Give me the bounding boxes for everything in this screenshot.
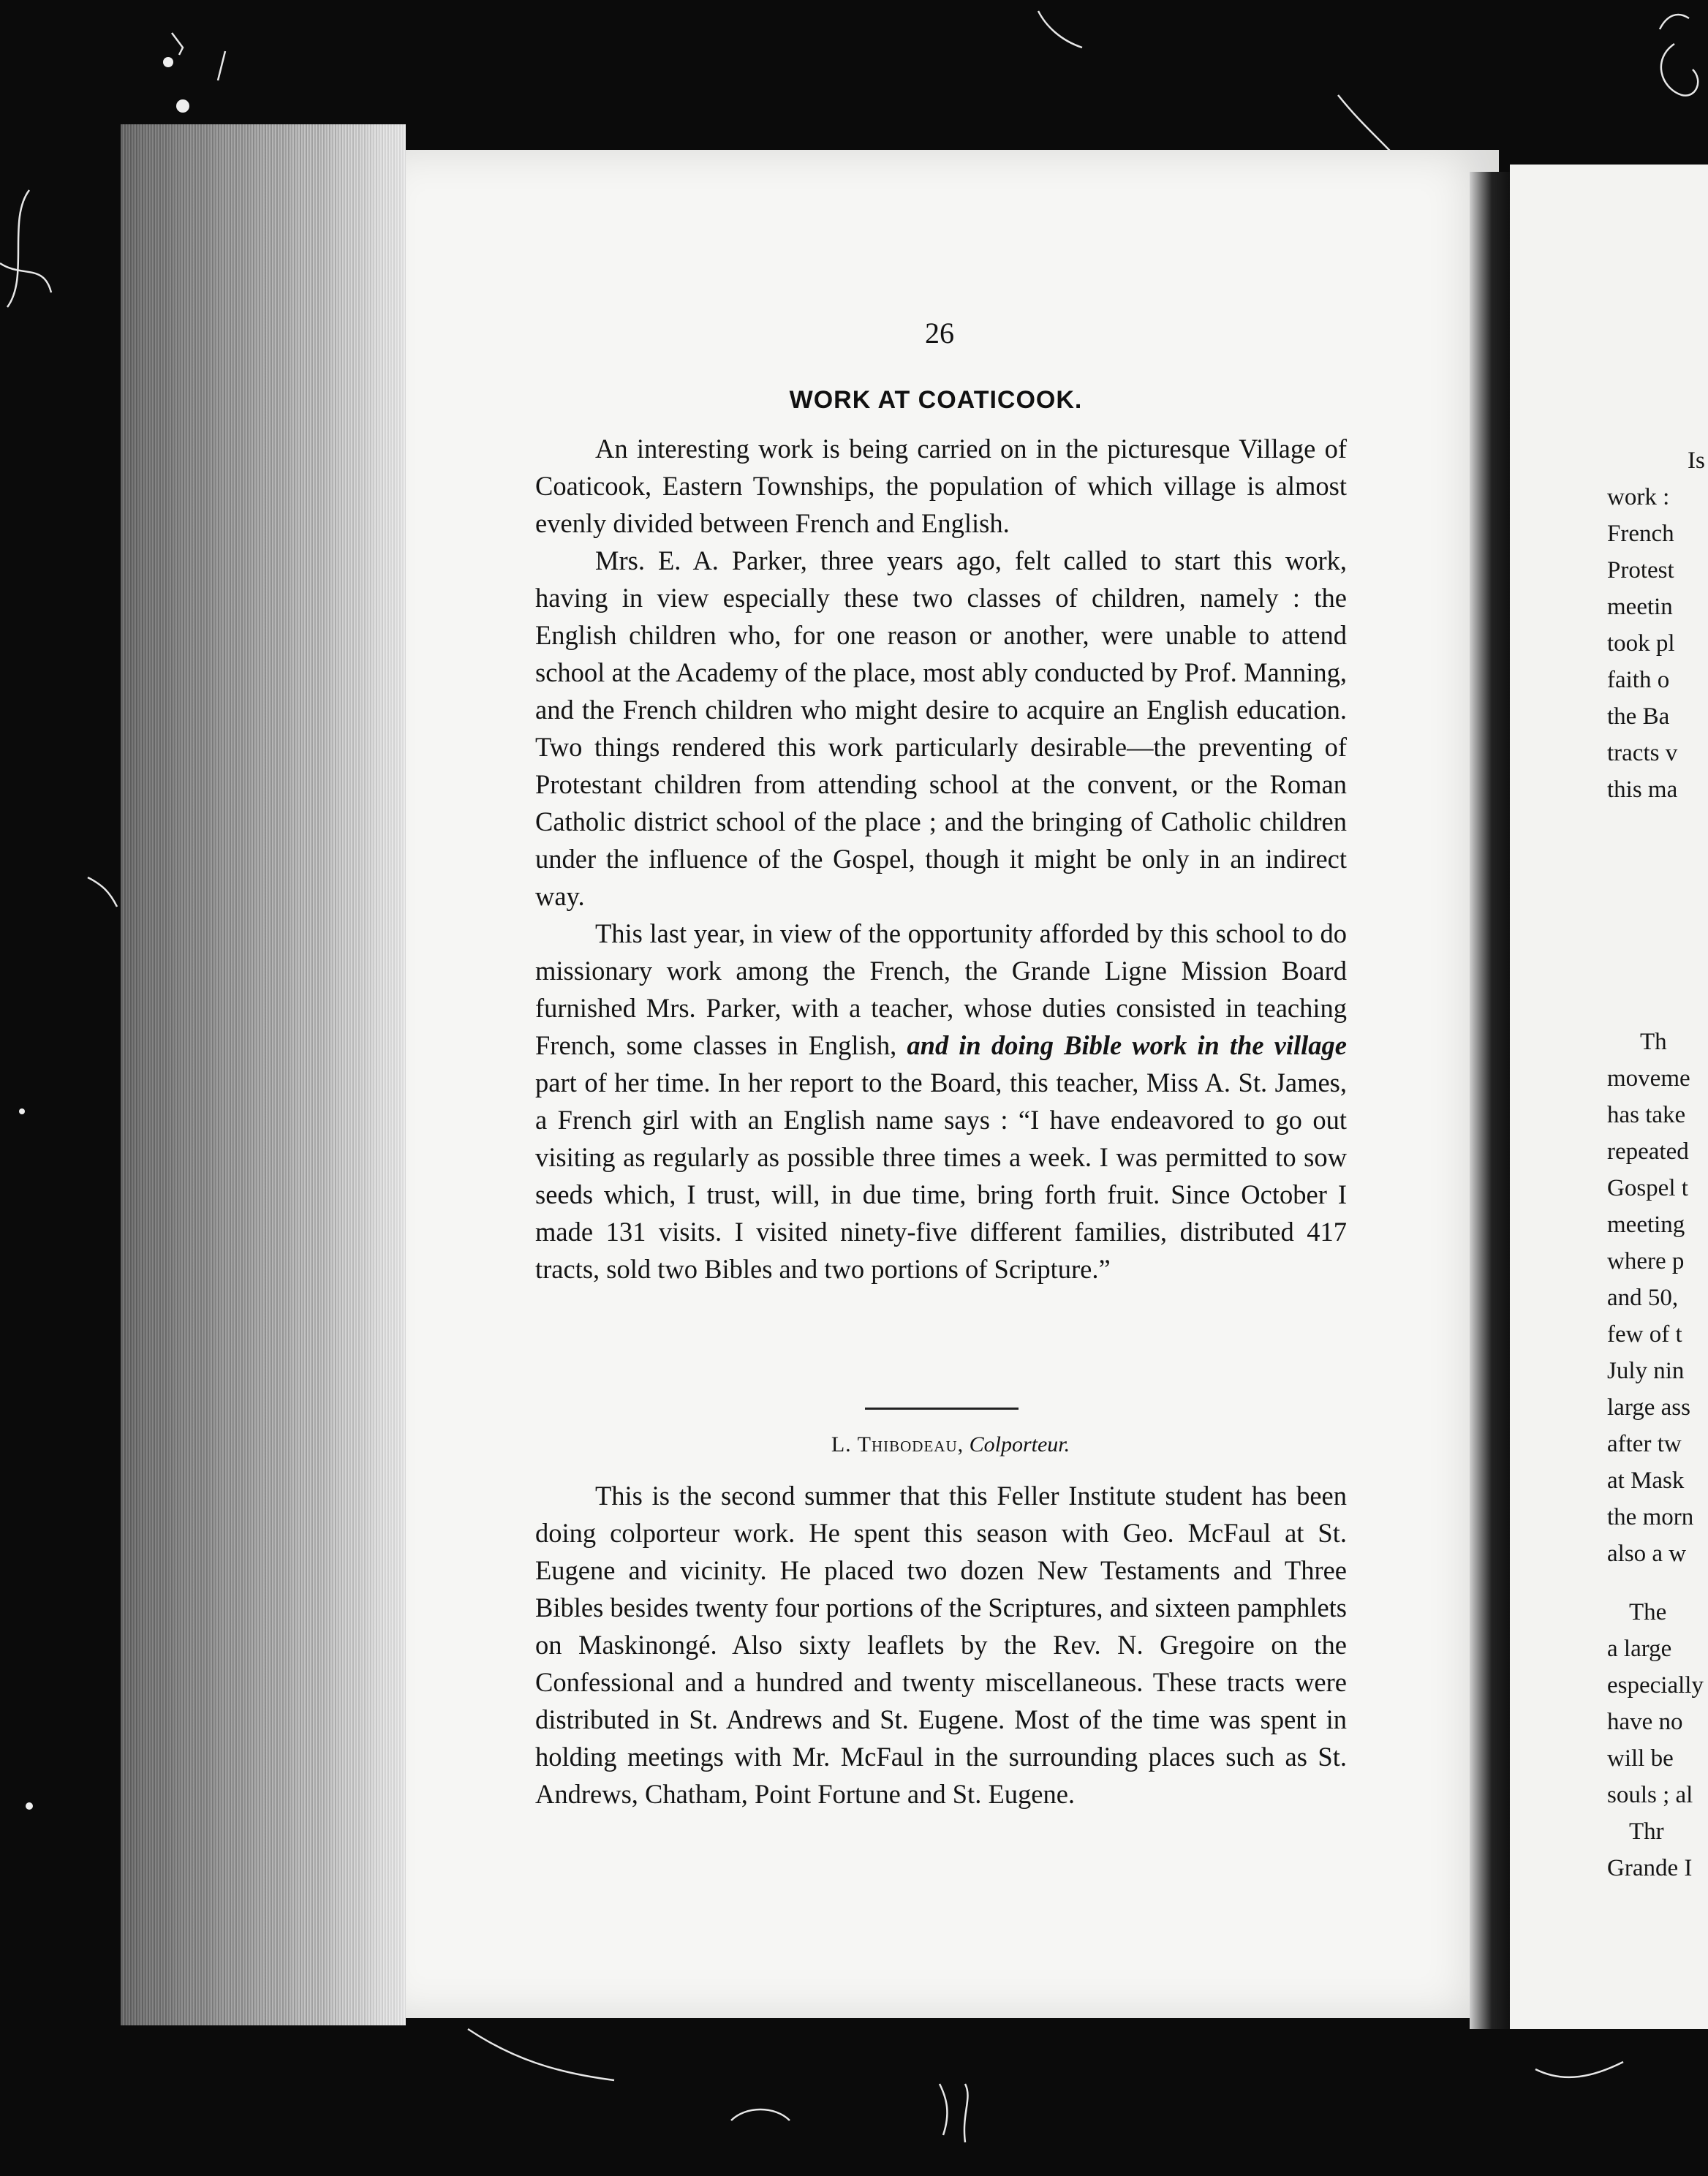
- paragraph-2: Mrs. E. A. Parker, three years ago, felt called to start this work, having in view especially these two classes of children, namely : the English children who, for one reason or another, were unable to attend school at the Academy of the place, most ably conducted by Prof. Manning, and the French children who might desire to acquire an English education. Two things rendered this work particularly desirable—the preventing of Protestant children from attending school at the convent, or the Roman Catholic district school of the place ; and the bringing of Catholic children under the influence of the Gospel, though it might be only in an indirect way.: [535, 545, 1347, 911]
- facing-line: Protest: [1607, 557, 1674, 583]
- facing-line: this ma: [1607, 777, 1678, 803]
- paragraph-4: This is the second summer that this Feller Institute student has been doing colporteur work. He spent this season with Geo. McFaul at St. Eugene and vicinity. He placed two dozen New Testaments and Three Bibles besides twenty four portions of the Scriptures, and sixteen pamphlets on Maskinongé. Also sixty leaflets by the Rev. N. Gregoire on the Confessional and a hundred and twenty miscellaneous. These tracts were distributed in St. Andrews and St. Eugene. Most of the time was spent in holding meetings with Mr. McFaul in the surrounding places such as St. Andrews, Chatham, Point Fortune and St. Eugene.: [535, 1481, 1348, 1809]
- facing-line: Thr: [1629, 1818, 1664, 1845]
- section-divider: [865, 1408, 1019, 1410]
- facing-line: took pl: [1607, 630, 1675, 657]
- facing-line: tracts v: [1607, 740, 1678, 766]
- facing-line: meeting: [1607, 1212, 1685, 1238]
- section-heading: WORK AT COATICOOK.: [789, 386, 1083, 414]
- facing-line: French: [1607, 521, 1674, 547]
- article-body: [535, 430, 1347, 1288]
- paragraph-3-text: This last year, in view of the opportunity afforded by this school to do missionary work among the French, the Grande Ligne Mission Board furnished Mrs. Parker, with a teacher, whose duties consisted in teaching French, some classes in English,: [535, 918, 1347, 1060]
- facing-line: at Mask: [1607, 1467, 1685, 1494]
- facing-line: repeated: [1607, 1138, 1689, 1165]
- facing-line: also a w: [1607, 1541, 1687, 1567]
- book-page-edges: [121, 124, 406, 2025]
- facing-line: few of t: [1607, 1321, 1682, 1348]
- paragraph-1: An interesting work is being carried on in the picturesque Village of Coaticook, Eastern Townships, the population of which village is almost evenly divided between French and English.: [535, 434, 1347, 538]
- byline-role: Colporteur.: [969, 1432, 1070, 1457]
- paragraph-3: [535, 915, 1347, 1288]
- facing-line: meetin: [1607, 594, 1673, 620]
- colporteur-byline: [731, 1432, 1170, 1457]
- facing-line: where p: [1607, 1248, 1685, 1274]
- facing-line: Gospel t: [1607, 1175, 1688, 1201]
- facing-page-fragment-2: [1607, 1024, 1708, 1572]
- facing-line: July nin: [1607, 1358, 1685, 1384]
- facing-line: faith o: [1607, 667, 1670, 693]
- facing-line: souls ; al: [1607, 1782, 1693, 1808]
- facing-page-fragment-1: [1607, 442, 1708, 808]
- facing-line: moveme: [1607, 1065, 1690, 1092]
- paragraph-3-emphasis: and in doing Bible work in the village: [907, 1030, 1347, 1060]
- facing-page-fragment-3: [1607, 1594, 1708, 1886]
- facing-line: the Ba: [1607, 703, 1670, 730]
- facing-line: Grande I: [1607, 1855, 1693, 1881]
- facing-line: after tw: [1607, 1431, 1682, 1457]
- page-number: 26: [925, 317, 954, 350]
- facing-line: will be: [1607, 1745, 1674, 1772]
- facing-line: the morn: [1607, 1504, 1694, 1530]
- facing-line: Th: [1640, 1029, 1667, 1055]
- paragraph-3-text-continued: part of her time. In her report to the Board, this teacher, Miss A. St. James, a French girl with an English name says : “I have endeavored to go out visiting as regularly as possible three times a week. I was permitted to sow seeds which, I trust, will, in due time, bring forth fruit. Since October I made 131 visits. I visited ninety-five different families, distributed 417 tracts, sold two Bibles and two portions of Scripture.”: [535, 1068, 1347, 1284]
- facing-line: have no: [1607, 1709, 1683, 1735]
- facing-line: large ass: [1607, 1394, 1690, 1421]
- facing-line: The: [1629, 1599, 1667, 1625]
- facing-line: work :: [1607, 484, 1670, 510]
- facing-line: has take: [1607, 1102, 1686, 1128]
- book-gutter: [1470, 172, 1510, 2029]
- colporteur-report: [535, 1477, 1347, 1813]
- facing-line: a large: [1607, 1636, 1672, 1662]
- facing-line: Is: [1688, 447, 1705, 474]
- facing-line: and 50,: [1607, 1285, 1679, 1311]
- facing-line: especially: [1607, 1672, 1704, 1699]
- byline-name: L. Thibodeau,: [831, 1432, 964, 1457]
